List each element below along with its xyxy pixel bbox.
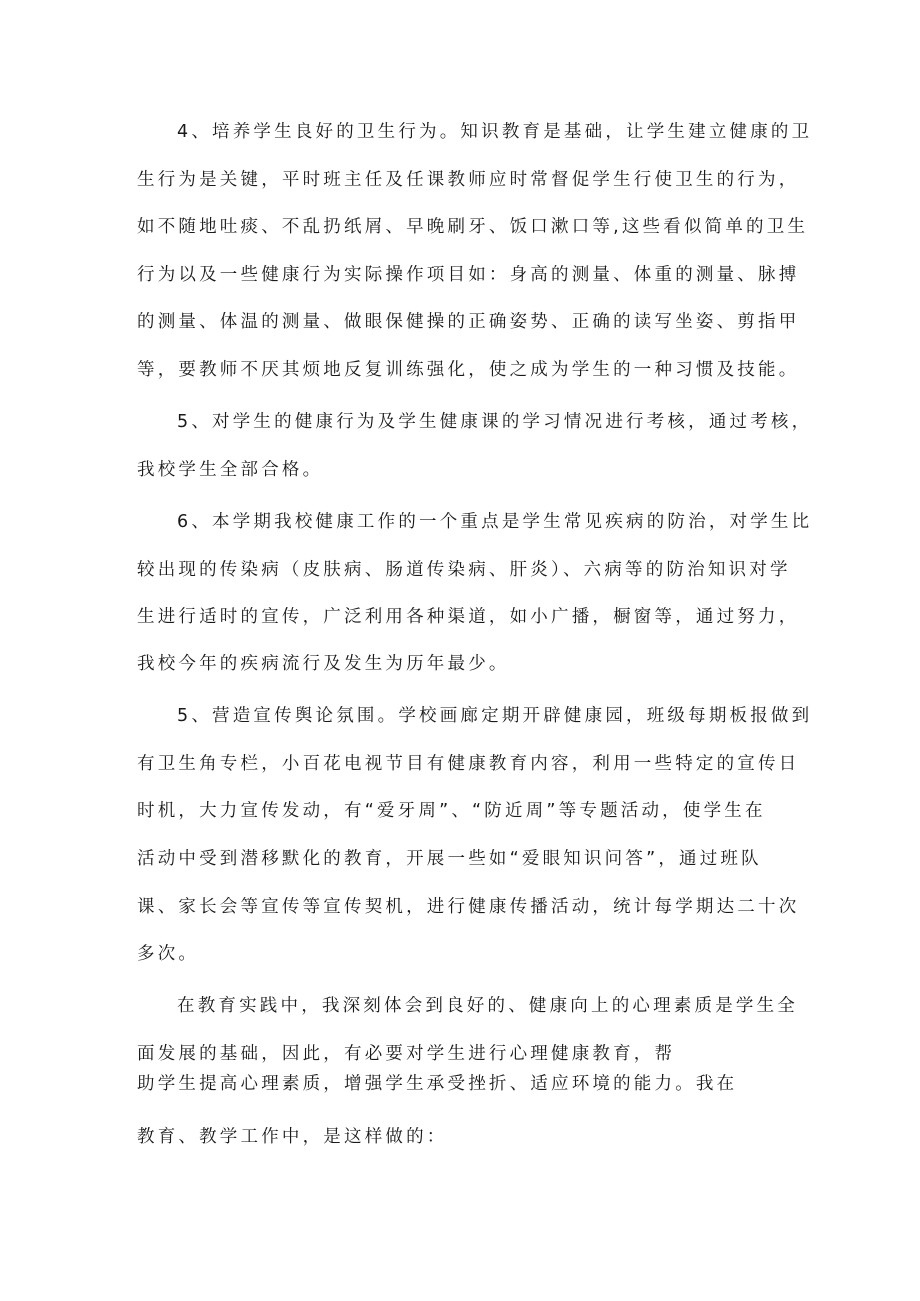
paragraph-line: 有卫生角专栏，小百花电视节目有健康教育内容，利用一些特定的宣传日 (137, 754, 800, 774)
paragraph-line: 我校学生全部合格。 (137, 460, 324, 480)
paragraph-line: 生行为是关键，平时班主任及任课教师应时常督促学生行使卫生的行为， (137, 170, 800, 190)
paragraph-line: 如不随地吐痰、不乱扔纸屑、早晚刷牙、饭口漱口等,这些看似简单的卫生 (137, 217, 809, 237)
paragraph-line: 较出现的传染病（皮肤病、肠道传染病、肝炎）、六病等的防治知识对学 (137, 560, 791, 580)
paragraph-line: 时机，大力宣传发动，有“爱牙周”、“防近周”等专题活动，使学生在 (137, 801, 766, 821)
paragraph-line: 5、对学生的健康行为及学生健康课的学习情况进行考核，通过考核， (177, 412, 813, 432)
paragraph-line: 活动中受到潜移默化的教育，开展一些如“爱眼知识问答”，通过班队 (137, 849, 762, 869)
paragraph-line: 面发展的基础，因此，有必要对学生进行心理健康教育，帮 (137, 1044, 676, 1064)
paragraph-line: 多次。 (137, 944, 200, 964)
paragraph-line: 5、营造宣传舆论氛围。学校画廊定期开辟健康园，班级每期板报做到 (177, 706, 813, 726)
paragraph-line: 在教育实践中，我深刻体会到良好的、健康向上的心理素质是学生全 (177, 996, 798, 1016)
paragraph-line: 行为以及一些健康行为实际操作项目如：身高的测量、体重的测量、脉搏 (137, 265, 800, 285)
paragraph-line: 6、本学期我校健康工作的一个重点是学生常见疾病的防治，对学生比 (177, 512, 813, 532)
paragraph-line: 4、培养学生良好的卫生行为。知识教育是基础，让学生建立健康的卫 (177, 122, 813, 142)
paragraph-line: 我校今年的疾病流行及发生为历年最少。 (137, 654, 510, 674)
paragraph-line: 等，要教师不厌其烦地反复训练强化，使之成为学生的一种习惯及技能。 (137, 360, 800, 380)
paragraph-line: 教育、教学工作中，是这样做的： (137, 1127, 448, 1147)
paragraph-line: 助学生提高心理素质，增强学生承受挫折、适应环境的能力。我在 (137, 1074, 738, 1094)
paragraph-line: 的测量、体温的测量、做眼保健操的正确姿势、正确的读写坐姿、剪指甲 (137, 312, 800, 332)
paragraph-line: 生进行适时的宣传，广泛利用各种渠道，如小广播，橱窗等，通过努力， (137, 607, 800, 627)
paragraph-line: 课、家长会等宣传等宣传契机，进行健康传播活动，统计每学期达二十次 (137, 897, 800, 917)
